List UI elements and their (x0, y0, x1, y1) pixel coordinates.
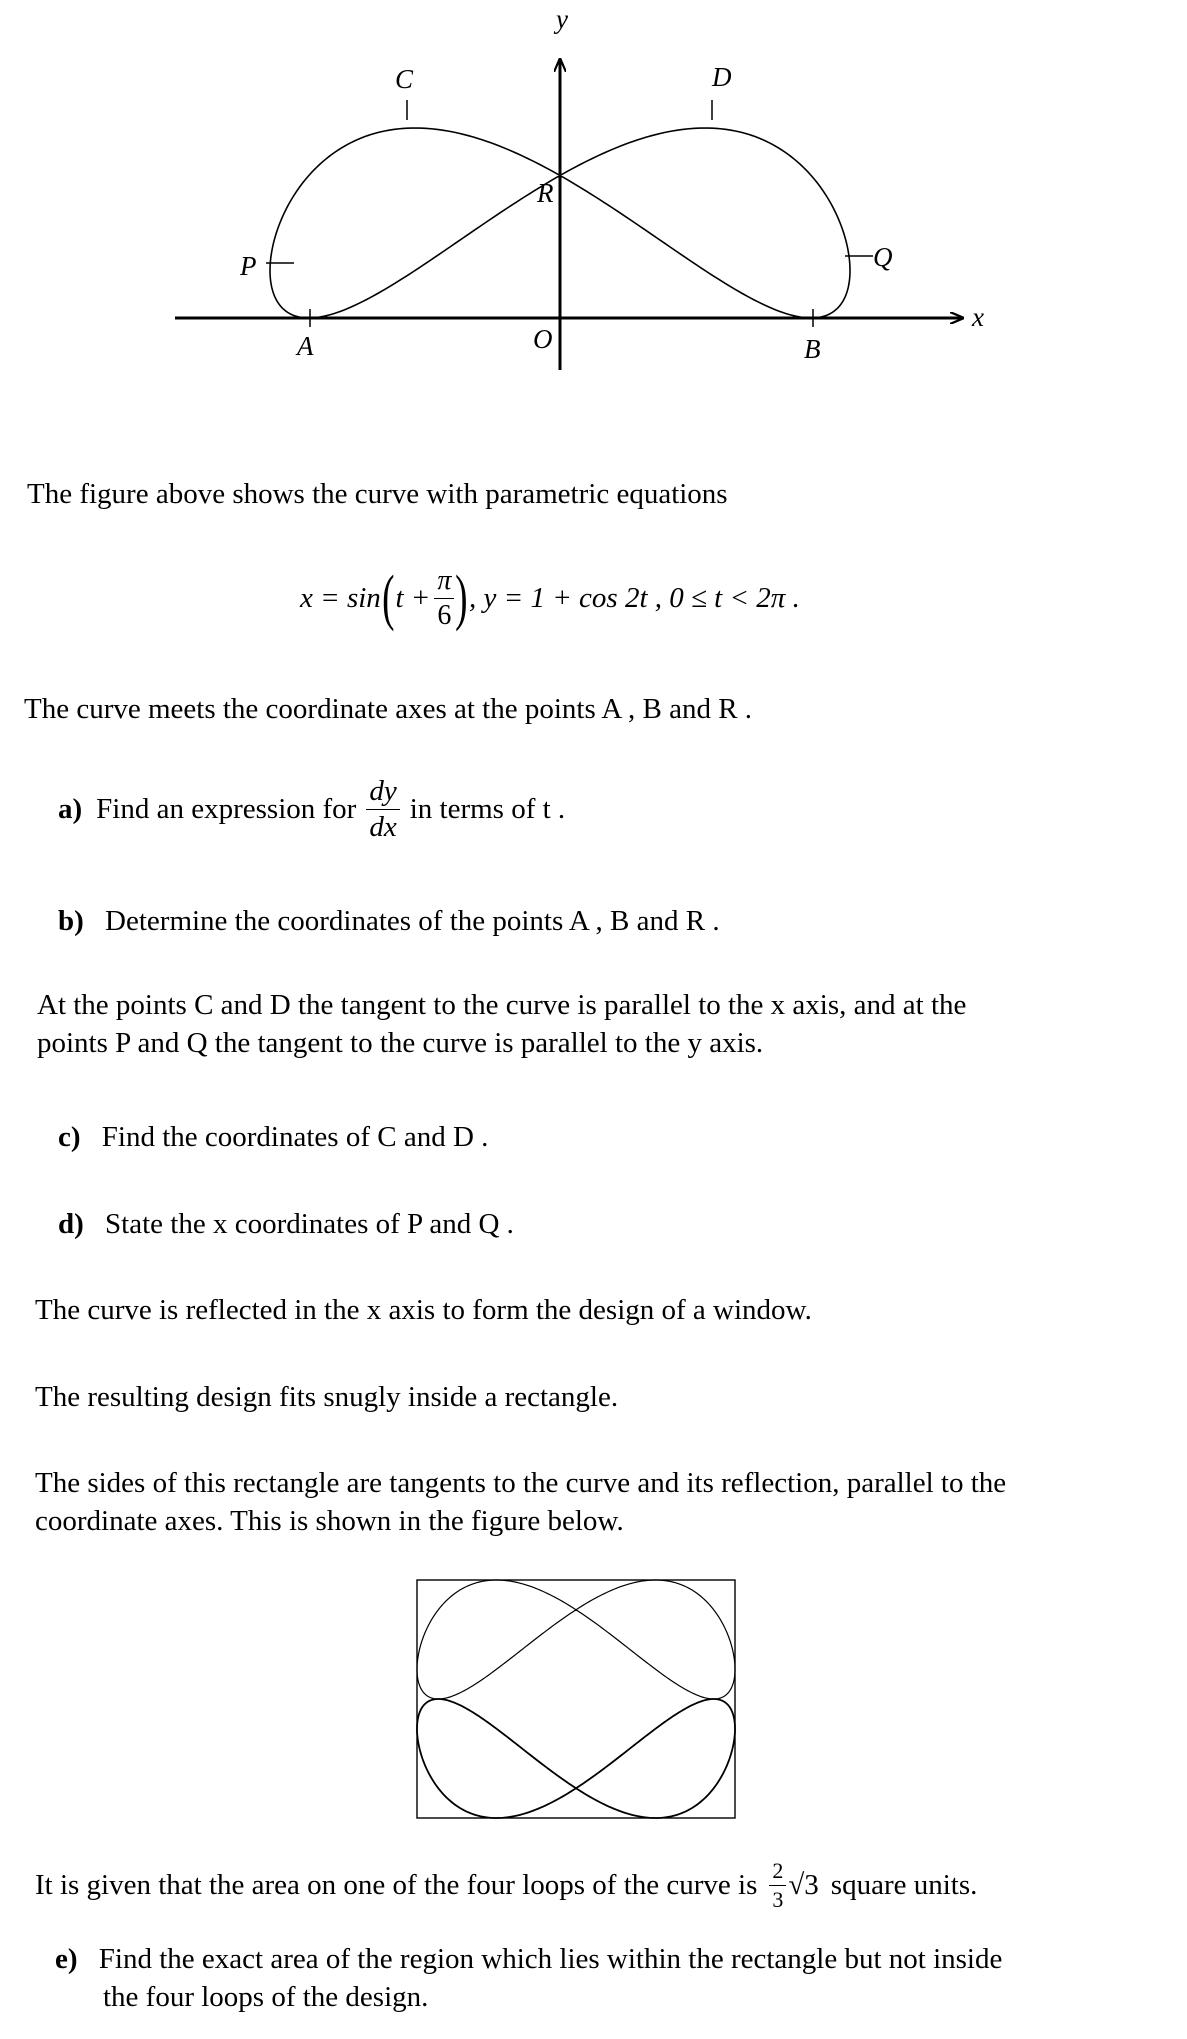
area-given (35, 1855, 977, 1915)
axis-y-label: y (556, 4, 568, 34)
meets-text: The curve meets the coordinate axes at the points A , B and R . (24, 693, 753, 725)
part-c-label: c) (58, 1121, 81, 1153)
bounding-rectangle (417, 1580, 735, 1818)
sides-line-2: coordinate axes. This is shown in the figure below. (35, 1505, 624, 1537)
area-given-pre: It is given that the area on one of the four loops of the curve is (35, 1869, 758, 1901)
right-paren: ) (455, 564, 468, 632)
curve-figure (0, 0, 1187, 380)
area-given-post: square units. (830, 1869, 978, 1901)
part-e (55, 1940, 1002, 1978)
tangent-line-2: points P and Q the tangent to the curve is parallel to the y axis. (37, 1027, 764, 1059)
left-paren: ( (381, 564, 395, 632)
dy-dx: $\frac{dy}{dx}$ (366, 777, 399, 842)
parametric-equation (300, 558, 800, 638)
eq-x-part: x = sin (300, 582, 381, 614)
label-P: P (240, 251, 257, 281)
snug-text: The resulting design fits snugly inside a rectangle. (35, 1381, 619, 1413)
part-c-text: Find the coordinates of C and D . (101, 1121, 489, 1153)
intro-text: The figure above shows the curve with parametric equations (27, 478, 728, 510)
pi-over-6: $\frac{\pi}{6}$ (434, 567, 454, 630)
axis-x-label: x (972, 302, 984, 332)
part-d-label: d) (58, 1208, 84, 1240)
reflected-text: The curve is reflected in the x axis to form the design of a window. (35, 1294, 812, 1326)
part-e-label: e) (55, 1943, 78, 1975)
label-D: D (712, 62, 732, 92)
part-a (58, 774, 565, 844)
eq-rest: , y = 1 + cos 2t , 0 ≤ t < 2π . (469, 582, 800, 614)
window-design-figure (0, 1560, 1187, 1860)
part-d (58, 1205, 514, 1243)
root-3: √3 (788, 1869, 819, 1901)
label-R: R (537, 178, 554, 208)
tangent-line-1: At the points C and D the tangent to the curve is parallel to the x axis, and at the (37, 989, 967, 1021)
label-O: O (533, 324, 553, 354)
label-C: C (395, 64, 414, 94)
part-b-text: Determine the coordinates of the points A , B and R . (105, 905, 720, 937)
part-a-pre: Find an expression for (96, 793, 357, 825)
part-a-label: a) (58, 793, 83, 825)
sides-line-1: The sides of this rectangle are tangents to the curve and its reflection, parallel to the (35, 1467, 1007, 1499)
part-b (58, 902, 720, 940)
eq-t-plus: t + (395, 582, 431, 614)
part-e-line2: the four loops of the design. (103, 1981, 429, 2013)
label-Q: Q (873, 242, 893, 272)
part-a-post: in terms of t . (409, 793, 566, 825)
part-d-text: State the x coordinates of P and Q . (105, 1208, 514, 1240)
two-thirds: $\frac{2}{3}$ (769, 1860, 786, 1911)
label-B: B (804, 334, 821, 364)
window-curve-bottom (417, 1699, 735, 1818)
window-curve-top (417, 1580, 735, 1699)
part-e-line1: Find the exact area of the region which lies within the rectangle but not inside (98, 1943, 1003, 1975)
label-A: A (297, 331, 314, 361)
tick-marks (266, 100, 873, 327)
part-b-label: b) (58, 905, 84, 937)
part-c (58, 1118, 488, 1156)
